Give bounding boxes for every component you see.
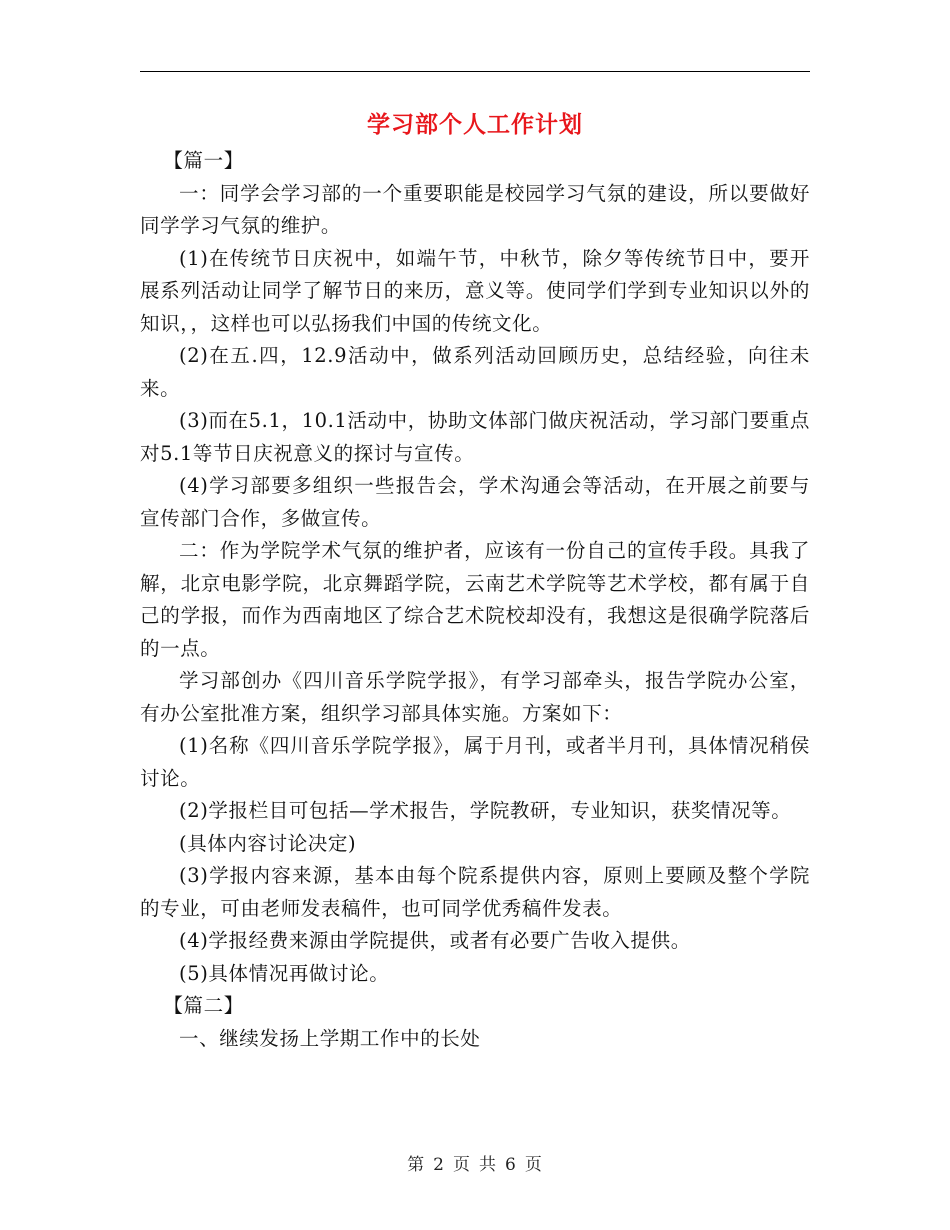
current-page-number: 2	[433, 1155, 445, 1175]
header-rule	[140, 71, 810, 72]
total-suffix: 页	[524, 1155, 543, 1175]
paragraph: (3)学报内容来源，基本由每个院系提供内容，原则上要顾及整个学院的专业，可由老师发表稿件，也可同学优秀稿件发表。	[140, 864, 810, 920]
total-prefix: 共	[479, 1155, 497, 1175]
paragraph: (2)学报栏目可包括—学术报告，学院教研，专业知识，获奖情况等。	[179, 799, 792, 822]
paragraph: (3)而在5.1，10.1活动中，协助文体部门做庆祝活动，学习部门要重点对5.1等节日庆祝意义的探讨与宣传。	[140, 409, 810, 465]
paragraph: 二：作为学院学术气氛的维护者，应该有一份自己的宣传手段。具我了解，北京电影学院，北京舞蹈学院，云南艺术学院等艺术学校，都有属于自己的学报，而作为西南地区了综合艺术院校却没有，我想这是很确学院落后的一点。	[140, 539, 810, 660]
paragraph: (1)在传统节日庆祝中，如端午节，中秋节，除夕等传统节日中，要开展系列活动让同学了解节日的来历，意义等。使同学们学到专业知识以外的知识，，这样也可以弘扬我们中国的传统文化。	[140, 246, 810, 335]
document-title: 学习部个人工作计划	[367, 111, 583, 138]
paragraph: (4)学习部要多组织一些报告会，学术沟通会等活动，在开展之前要与宣传部门合作，多做宣传。	[140, 474, 810, 530]
paragraph: (5)具体情况再做讨论。	[179, 961, 390, 985]
paragraph: 一：同学会学习部的一个重要职能是校园学习气氛的建设，所以要做好同学学习气氛的维护。	[140, 181, 810, 237]
paragraph: (4)学报经费来源由学院提供，或者有必要广告收入提供。	[179, 929, 691, 952]
page-prefix: 第	[407, 1155, 426, 1175]
paragraph: (2)在五.四，12.9活动中，做系列活动回顾历史，总结经验，向往未来。	[140, 344, 810, 400]
paragraph: 一、继续发扬上学期工作中的长处	[179, 1026, 481, 1050]
page-footer	[0, 1153, 950, 1177]
section-heading-2: 【篇二】	[163, 994, 244, 1017]
document-body	[140, 145, 810, 1055]
paragraph: (具体内容讨论决定)	[179, 831, 357, 855]
paragraph: 学习部创办《四川音乐学院学报》，有学习部牵头，报告学院办公室，有办公室批准方案，组织学习部具体实施。方案如下：	[140, 669, 810, 725]
page-word: 页	[453, 1155, 471, 1175]
section-heading-1: 【篇一】	[163, 149, 244, 172]
paragraph: (1)名称《四川音乐学院学报》，属于月刊，或者半月刊，具体情况稍侯讨论。	[140, 734, 810, 790]
total-page-count: 6	[505, 1155, 517, 1175]
